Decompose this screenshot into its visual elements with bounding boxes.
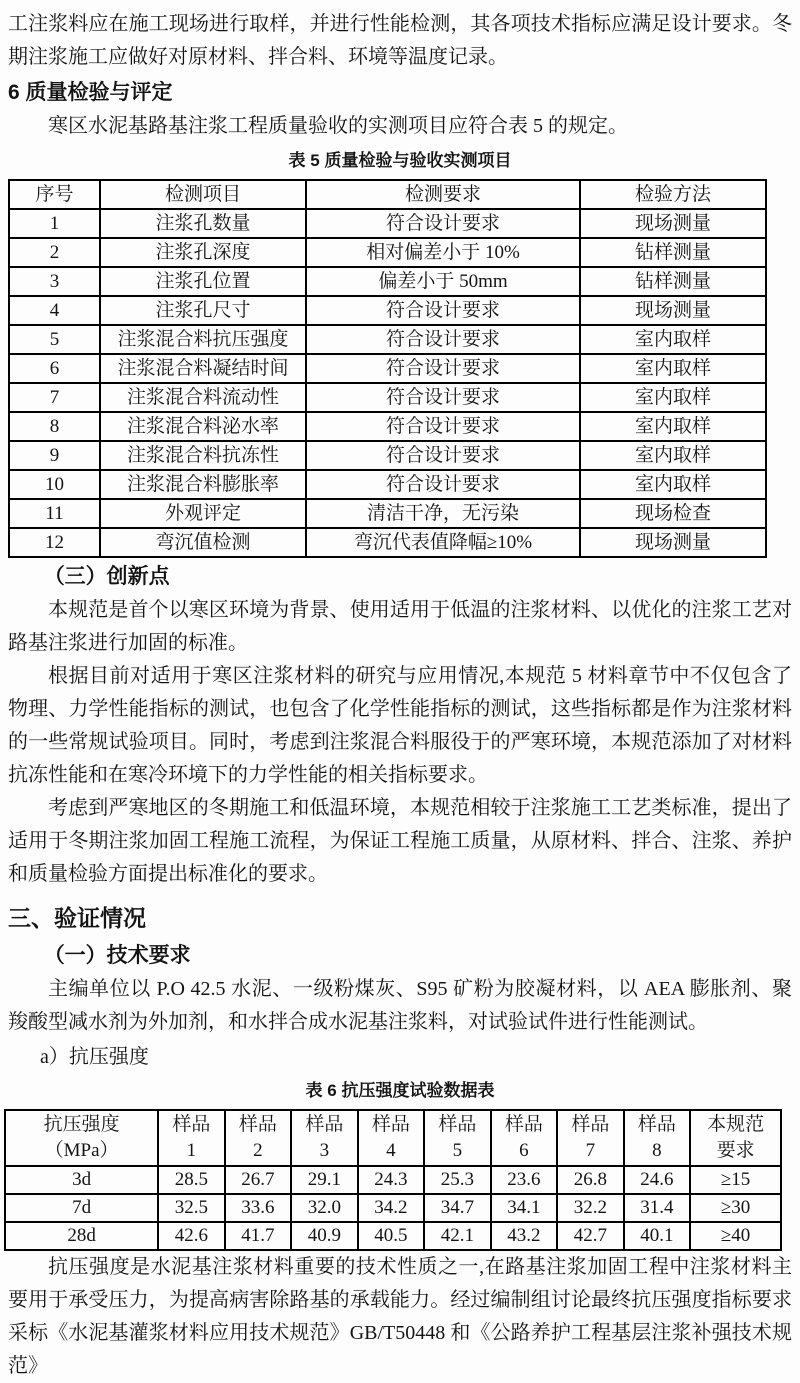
table-cell: 符合设计要求 (306, 354, 580, 383)
table-cell: 34.7 (424, 1194, 491, 1222)
table-cell: 32.2 (557, 1194, 624, 1222)
table-cell: 2 (9, 238, 100, 267)
table-cell: 注浆混合料膨胀率 (100, 470, 306, 499)
column-header: 样品 4 (358, 1110, 425, 1166)
table-row (5, 1194, 781, 1222)
table-cell: 注浆孔数量 (100, 209, 306, 238)
table-cell: 钻样测量 (580, 238, 766, 267)
table-cell: 注浆混合料凝结时间 (100, 354, 306, 383)
section-6-heading: 6 质量检验与评定 (8, 81, 173, 104)
table-cell: 现场测量 (580, 209, 766, 238)
table-cell: 室内取样 (580, 412, 766, 441)
innovation-paragraph-2: 根据目前对适用于寒区注浆材料的研究与应用情况,本规范 5 材料章节中不仅包含了物理、力学性能指标的测试，也包含了化学性能指标的测试，这些指标都是作为注浆材料的一些常规试验项目。同时，考虑到注浆混合料服役于的严寒环境，本规范添加了对材料抗冻性能和在寒冷环境下的力学性能的相关指标要求。 (8, 665, 792, 786)
table-cell: 符合设计要求 (306, 412, 580, 441)
table-cell: 室内取样 (580, 354, 766, 383)
column-header: 样品 1 (158, 1110, 225, 1166)
table-cell: 26.7 (225, 1166, 292, 1194)
table-cell: 42.7 (557, 1222, 624, 1250)
table-row (5, 1222, 781, 1250)
table-header-row (5, 1110, 781, 1166)
table-cell: 40.5 (358, 1222, 425, 1250)
column-header: 样品 6 (491, 1110, 558, 1166)
table-row (9, 383, 766, 412)
table-cell: 注浆孔尺寸 (100, 296, 306, 325)
table-cell: 相对偏差小于 10% (306, 238, 580, 267)
column-header: 本规范 要求 (690, 1110, 781, 1166)
column-header: 样品 5 (424, 1110, 491, 1166)
table-cell: 23.6 (491, 1166, 558, 1194)
table-cell: 8 (9, 412, 100, 441)
table-cell: 7d (5, 1194, 158, 1222)
column-header: 检测要求 (306, 180, 580, 209)
table-cell: 注浆混合料泌水率 (100, 412, 306, 441)
table-cell: 4 (9, 296, 100, 325)
table-cell: 偏差小于 50mm (306, 267, 580, 296)
table-cell: 钻样测量 (580, 267, 766, 296)
column-header: 样品 8 (624, 1110, 691, 1166)
table-row (5, 1166, 781, 1194)
table-5-body (9, 209, 766, 557)
table-header-row (9, 180, 766, 209)
column-header: 抗压强度 （MPa） (5, 1110, 158, 1166)
table-cell: 注浆孔位置 (100, 267, 306, 296)
section-6-paragraph: 寒区水泥基路基注浆工程质量验收的实测项目应符合表 5 的规定。 (48, 115, 628, 137)
table-6-body (5, 1166, 781, 1250)
intro-paragraph: 工注浆料应在施工现场进行取样，并进行性能检测，其各项技术指标应满足设计要求。冬期注浆施工应做好对原材料、拌合料、环境等温度记录。 (8, 13, 792, 68)
table-cell: 3d (5, 1166, 158, 1194)
table-row (9, 470, 766, 499)
table-cell: 5 (9, 325, 100, 354)
tech-requirements-heading: （一）技术要求 (43, 944, 191, 967)
table-cell: 7 (9, 383, 100, 412)
table-6-caption: 表 6 抗压强度试验数据表 (305, 1081, 495, 1100)
table-cell: ≥15 (690, 1166, 781, 1194)
table-row (9, 238, 766, 267)
table-row (9, 296, 766, 325)
table-row (9, 354, 766, 383)
table-cell: 24.6 (624, 1166, 691, 1194)
table-cell: 室内取样 (580, 383, 766, 412)
table-cell: ≥40 (690, 1222, 781, 1250)
table-cell: 室内取样 (580, 470, 766, 499)
table-cell: 42.6 (158, 1222, 225, 1250)
table-cell: 现场测量 (580, 528, 766, 557)
column-header: 检验方法 (580, 180, 766, 209)
table-cell: 室内取样 (580, 441, 766, 470)
table-cell: 现场检查 (580, 499, 766, 528)
table-cell: 外观评定 (100, 499, 306, 528)
table-cell: 40.1 (624, 1222, 691, 1250)
table-row (9, 441, 766, 470)
table-cell: 符合设计要求 (306, 325, 580, 354)
table-cell: 34.2 (358, 1194, 425, 1222)
table-5-quality-inspection (8, 179, 767, 558)
table-cell: 28.5 (158, 1166, 225, 1194)
table-cell: 26.8 (557, 1166, 624, 1194)
table-cell: 注浆混合料抗压强度 (100, 325, 306, 354)
table-cell: 清洁干净，无污染 (306, 499, 580, 528)
table-cell: 符合设计要求 (306, 209, 580, 238)
table-cell: 1 (9, 209, 100, 238)
table-cell: 符合设计要求 (306, 383, 580, 412)
table-row (9, 528, 766, 557)
innovation-heading: （三）创新点 (43, 565, 170, 588)
column-header: 样品 2 (225, 1110, 292, 1166)
column-header: 样品 3 (291, 1110, 358, 1166)
table-cell: 31.4 (624, 1194, 691, 1222)
table-cell: 24.3 (358, 1166, 425, 1194)
table-cell: 注浆混合料流动性 (100, 383, 306, 412)
table-cell: 9 (9, 441, 100, 470)
table-cell: 43.2 (491, 1222, 558, 1250)
closing-paragraph: 抗压强度是水泥基注浆材料重要的技术性质之一,在路基注浆加固工程中注浆材料主要用于承受压力，为提高病害除路基的承载能力。经过编制组讨论最终抗压强度指标要求采标《水泥基灌浆材料应用技术规范》GB/T50448 和《公路养护工程基层注浆补强技术规范》 (8, 1256, 792, 1377)
table-cell: 弯沉值检测 (100, 528, 306, 557)
table-cell: 室内取样 (580, 325, 766, 354)
innovation-paragraph-3: 考虑到严寒地区的冬期施工和低温环境，本规范相较于注浆施工工艺类标准，提出了适用于冬期注浆加固工程施工流程，为保证工程施工质量，从原材料、拌合、注浆、养护和质量检验方面提出标准化的要求。 (8, 797, 792, 885)
table-cell: 符合设计要求 (306, 296, 580, 325)
table-cell: 34.1 (491, 1194, 558, 1222)
tech-requirements-paragraph: 主编单位以 P.O 42.5 水泥、一级粉煤灰、S95 矿粉为胶凝材料，以 AEA 膨胀剂、聚羧酸型减水剂为外加剂，和水拌合成水泥基注浆料，对试验试件进行性能测试。 (8, 978, 792, 1033)
table-5-head (9, 180, 766, 209)
table-cell: 28d (5, 1222, 158, 1250)
table-6-head (5, 1110, 781, 1166)
table-cell: 12 (9, 528, 100, 557)
table-cell: 40.9 (291, 1222, 358, 1250)
table-5-caption: 表 5 质量检验与验收实测项目 (288, 151, 512, 170)
table-cell: 3 (9, 267, 100, 296)
table-cell: ≥30 (690, 1194, 781, 1222)
table-cell: 33.6 (225, 1194, 292, 1222)
column-header: 样品 7 (557, 1110, 624, 1166)
section-3-heading: 三、验证情况 (8, 905, 146, 931)
table-row (9, 499, 766, 528)
table-row (9, 325, 766, 354)
innovation-paragraph-1: 本规范是首个以寒区环境为背景、使用适用于低温的注浆材料、以优化的注浆工艺对路基注浆进行加固的标准。 (8, 599, 792, 654)
table-cell: 10 (9, 470, 100, 499)
table-cell: 6 (9, 354, 100, 383)
table-cell: 符合设计要求 (306, 441, 580, 470)
table-cell: 注浆混合料抗冻性 (100, 441, 306, 470)
table-cell: 29.1 (291, 1166, 358, 1194)
table-cell: 11 (9, 499, 100, 528)
table-cell: 现场测量 (580, 296, 766, 325)
table-cell: 32.5 (158, 1194, 225, 1222)
column-header: 检测项目 (100, 180, 306, 209)
item-a-label: a）抗压强度 (40, 1046, 149, 1068)
table-row (9, 412, 766, 441)
table-row (9, 209, 766, 238)
table-cell: 弯沉代表值降幅≥10% (306, 528, 580, 557)
table-row (9, 267, 766, 296)
table-cell: 注浆孔深度 (100, 238, 306, 267)
table-cell: 32.0 (291, 1194, 358, 1222)
table-6-compressive-strength (4, 1109, 782, 1251)
table-cell: 25.3 (424, 1166, 491, 1194)
table-cell: 41.7 (225, 1222, 292, 1250)
column-header: 序号 (9, 180, 100, 209)
table-cell: 42.1 (424, 1222, 491, 1250)
table-cell: 符合设计要求 (306, 470, 580, 499)
